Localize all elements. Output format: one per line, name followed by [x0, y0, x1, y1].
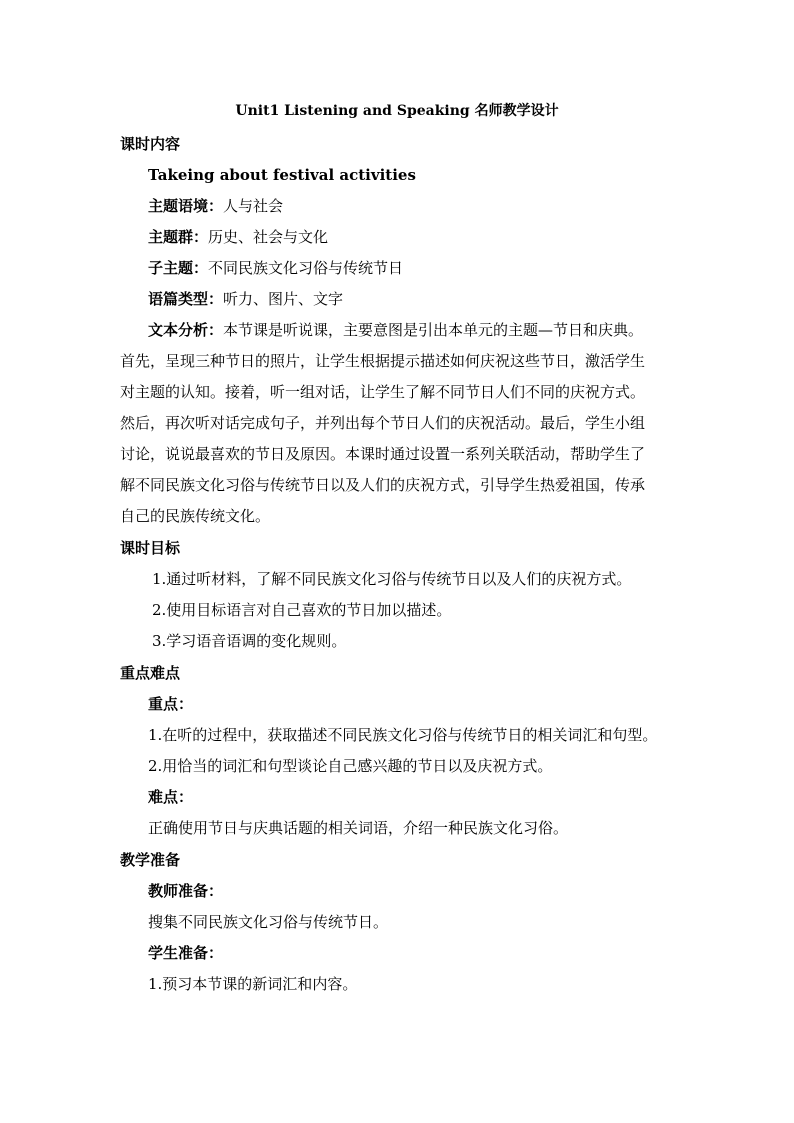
type-label: 语篇类型： — [148, 290, 224, 308]
key-item-2: 2.用恰当的词汇和句型谈论自己感兴趣的节日以及庆祝方式。 — [148, 757, 553, 775]
goal-item-2: 2.使用目标语言对自己喜欢的节日加以描述。 — [152, 601, 452, 619]
group-label: 主题群： — [148, 228, 209, 246]
type-value: 听力、图片、文字 — [223, 290, 344, 308]
difficulty-label: 难点： — [148, 788, 194, 806]
subtopic-line — [148, 258, 403, 278]
context-value: 人与社会 — [223, 197, 284, 215]
teacher-label: 教师准备： — [148, 882, 224, 900]
analysis-line-3: 对主题的认知。接着，听一组对话，让学生了解不同节日人们不同的庆祝方式。 — [120, 383, 646, 401]
student-text: 1.预习本节课的新词汇和内容。 — [148, 975, 358, 993]
goal-item-3: 3.学习语音语调的变化规则。 — [152, 632, 347, 650]
analysis-label: 文本分析： — [148, 321, 224, 339]
analysis-line-6: 解不同民族文化习俗与传统节日以及人们的庆祝方式，引导学生热爱祖国，传承 — [120, 476, 646, 494]
student-label: 学生准备： — [148, 944, 224, 962]
subtopic-value: 不同民族文化习俗与传统节日 — [208, 259, 404, 277]
subtopic-label: 子主题： — [148, 259, 209, 277]
analysis-line-7: 自己的民族传统文化。 — [120, 507, 271, 525]
context-line — [148, 196, 283, 216]
analysis-line-1 — [148, 320, 643, 340]
difficulty-text: 正确使用节日与庆典话题的相关词语，介绍一种民族文化习俗。 — [148, 819, 569, 837]
heading-prep: 教学准备 — [120, 851, 181, 869]
heading-content: 课时内容 — [120, 135, 181, 153]
analysis-line-4: 然后，再次听对话完成句子，并列出每个节日人们的庆祝活动。最后，学生小组 — [120, 414, 646, 432]
analysis-text: 本节课是听说课，主要意图是引出本单元的主题—节日和庆典。 — [223, 321, 644, 339]
analysis-line-5: 讨论，说说最喜欢的节日及原因。本课时通过设置一系列关联活动，帮助学生了 — [120, 445, 646, 463]
context-label: 主题语境： — [148, 197, 224, 215]
group-value: 历史、社会与文化 — [208, 228, 329, 246]
analysis-line-2: 首先，呈现三种节日的照片，让学生根据提示描述如何庆祝这些节日，激活学生 — [120, 352, 646, 370]
teacher-text: 搜集不同民族文化习俗与传统节日。 — [148, 913, 389, 931]
type-line — [148, 289, 343, 309]
heading-goals: 课时目标 — [120, 539, 181, 557]
key-item-1: 1.在听的过程中，获取描述不同民族文化习俗与传统节日的相关词汇和句型。 — [148, 726, 658, 744]
key-label: 重点： — [148, 695, 194, 713]
group-line — [148, 227, 328, 247]
heading-key: 重点难点 — [120, 664, 181, 682]
document-title: Unit1 Listening and Speaking 名师教学设计 — [235, 103, 559, 119]
goal-item-1: 1.通过听材料，了解不同民族文化习俗与传统节日以及人们的庆祝方式。 — [152, 570, 632, 588]
topic-en: Takeing about festival activities — [148, 166, 416, 184]
